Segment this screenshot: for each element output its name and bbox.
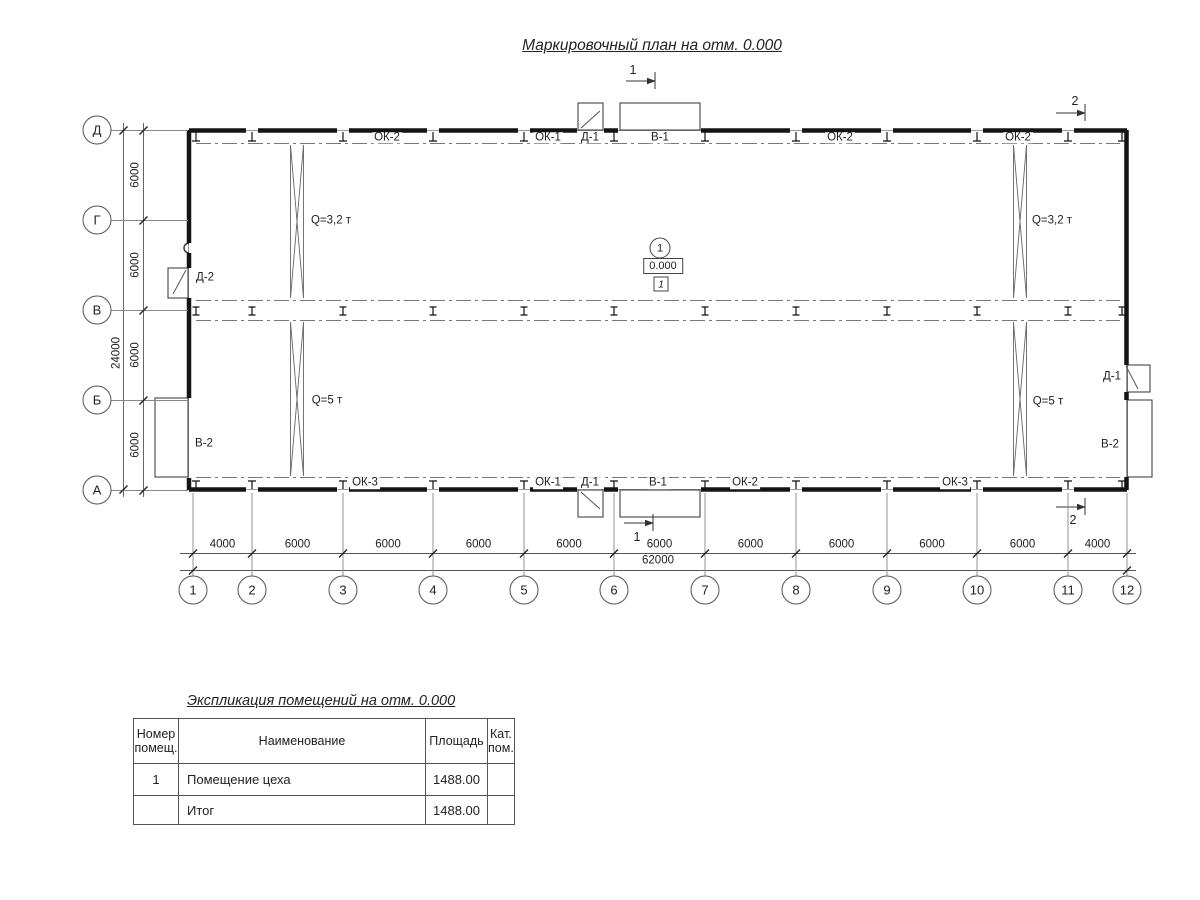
dim-label: 4000 <box>1084 538 1111 551</box>
wall-opening-label: ОК-2 <box>374 130 400 143</box>
col-header-area: Площадь <box>426 719 488 764</box>
dim-label: 6000 <box>465 538 492 551</box>
col-header-number: Номер помещ. <box>134 719 179 764</box>
grid-col-bubble: 9 <box>873 576 902 605</box>
cell-area: 1488.00 <box>426 796 488 825</box>
dim-label: 6000 <box>919 538 945 551</box>
wall-opening-label: ОК-1 <box>535 130 561 143</box>
cell-area: 1488.00 <box>426 764 488 796</box>
grid-col-bubble: 4 <box>419 576 448 605</box>
drawing-title: Маркировочный план на отм. 0.000 <box>522 37 782 54</box>
grid-row-bubble: А <box>83 476 112 505</box>
elevation-marker: 0.000 <box>643 258 683 274</box>
section-number: 2 <box>1069 512 1077 527</box>
cell-name: Помещение цеха <box>179 764 426 796</box>
wall-window-bars <box>189 130 1127 490</box>
crane-capacity-label: Q=3,2 т <box>1031 214 1073 227</box>
wall-opening-label: ОК-2 <box>1005 130 1031 143</box>
dim-label: 6000 <box>375 538 401 551</box>
section-number: 1 <box>633 529 641 544</box>
wall-opening-label: Д-1 <box>580 476 600 489</box>
dim-label: 6000 <box>284 538 311 551</box>
wall-baseline <box>188 130 1128 490</box>
wall-opening-label: ОК-3 <box>942 476 968 489</box>
dimension-lines <box>124 123 1137 571</box>
wall-opening-label: В-2 <box>1101 438 1119 451</box>
dim-label: 6000 <box>129 342 142 368</box>
door-gate-outlines <box>155 103 1152 517</box>
table-title: Экспликация помещений на отм. 0.000 <box>187 693 456 709</box>
dim-label: 6000 <box>1009 538 1036 551</box>
dim-label: 6000 <box>646 538 673 551</box>
grid-col-bubble: 5 <box>510 576 539 605</box>
wall-opening-label: В-1 <box>651 130 669 143</box>
extension-lines <box>110 131 1127 578</box>
cell-category <box>488 796 515 825</box>
crane-capacity-label: Q=5 т <box>1032 395 1064 408</box>
dim-label: 6000 <box>737 538 764 551</box>
cell-number <box>134 796 179 825</box>
centerlines <box>196 144 1120 478</box>
col-header-name: Наименование <box>179 719 426 764</box>
dim-label: 6000 <box>129 432 142 458</box>
table-row <box>134 764 515 796</box>
wall-opening-label: Д-2 <box>195 271 215 284</box>
dim-label: 6000 <box>828 538 855 551</box>
crane-rails <box>291 145 1027 476</box>
grid-col-bubble: 1 <box>179 576 208 605</box>
wall-opening-label: В-2 <box>195 437 213 450</box>
section-arrowheads <box>645 78 1086 526</box>
grid-col-bubble: 7 <box>691 576 720 605</box>
dimension-ticks <box>120 127 1132 575</box>
grid-col-bubble: 8 <box>782 576 811 605</box>
grid-col-bubble: 11 <box>1054 576 1083 605</box>
grid-col-bubble: 10 <box>963 576 992 605</box>
explication-table <box>133 718 515 825</box>
dim-label: 6000 <box>129 252 142 278</box>
section-number: 2 <box>1071 93 1079 108</box>
dim-label: 4000 <box>209 538 236 551</box>
wall-opening-label: ОК-3 <box>352 476 378 489</box>
wall-opening-label: ОК-2 <box>827 130 853 143</box>
zone-marker: 1 <box>654 277 669 292</box>
grid-row-bubble: Г <box>83 206 112 235</box>
dim-total-label: 62000 <box>642 554 674 567</box>
wall-opening-label: В-1 <box>649 476 667 489</box>
dim-label: 6000 <box>129 162 142 188</box>
wall-opening-label: Д-1 <box>1102 370 1122 383</box>
table-row-total <box>134 796 515 825</box>
grid-col-bubble: 3 <box>329 576 358 605</box>
grid-col-bubble: 12 <box>1113 576 1142 605</box>
grid-row-bubble: Д <box>83 116 112 145</box>
crane-capacity-label: Q=3,2 т <box>310 214 352 227</box>
grid-col-bubble: 2 <box>238 576 267 605</box>
cell-category <box>488 764 515 796</box>
table-header-row <box>134 719 515 764</box>
column-symbols <box>192 132 1126 489</box>
grid-row-bubble: В <box>83 296 112 325</box>
cell-name: Итог <box>179 796 426 825</box>
wall-opening-label: ОК-1 <box>535 476 561 489</box>
grid-col-bubble: 6 <box>600 576 629 605</box>
col-header-category: Кат. пом. <box>488 719 515 764</box>
dim-total-label: 24000 <box>110 337 123 369</box>
grid-row-bubble: Б <box>83 386 112 415</box>
wall-opening-label: ОК-2 <box>732 476 758 489</box>
room-number-marker: 1 <box>650 238 671 259</box>
section-number: 1 <box>629 62 637 77</box>
cell-number: 1 <box>134 764 179 796</box>
crane-capacity-label: Q=5 т <box>311 394 343 407</box>
door-leaves <box>173 111 1138 509</box>
wall-opening-label: Д-1 <box>580 130 600 143</box>
dim-label: 6000 <box>556 538 582 551</box>
